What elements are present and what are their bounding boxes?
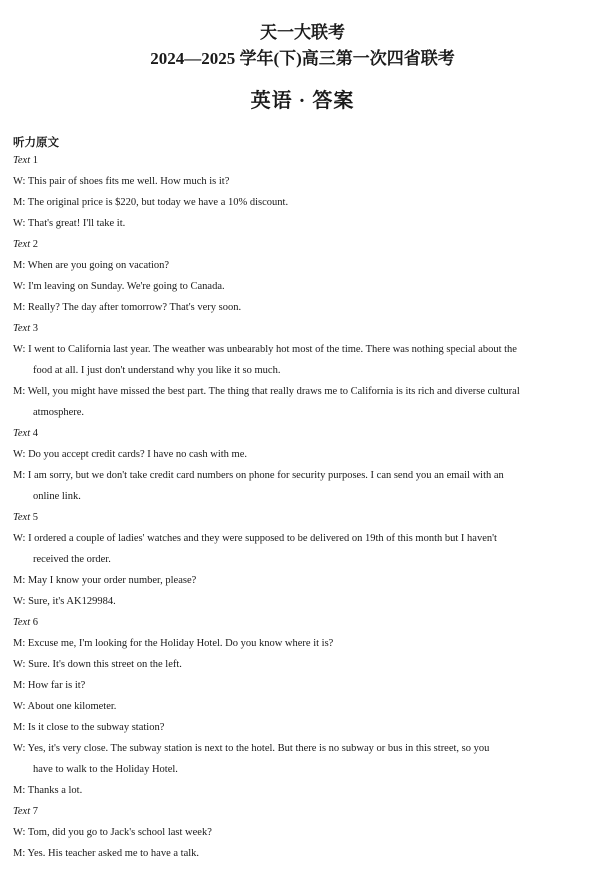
exam-organizer: 天一大联考: [260, 23, 345, 42]
dialogue-line: W: I went to California last year. The weather was unbearably hot most of the time. There was nothing special about the: [13, 344, 517, 355]
dialogue-line: W: About one kilometer.: [13, 701, 117, 712]
dialogue-line: W: That's great! I'll take it.: [13, 218, 126, 229]
dialogue-line: W: I'm leaving on Sunday. We're going to Canada.: [13, 281, 225, 292]
dialogue-line: M: The original price is $220, but today we have a 10% discount.: [13, 197, 289, 208]
text-heading-number: 7: [32, 806, 38, 817]
dialogue-line: W: Sure. It's down this street on the left.: [13, 659, 182, 670]
text-heading-number: 1: [32, 155, 38, 166]
text-heading-number: 4: [32, 428, 38, 439]
text-heading-label: Text: [13, 428, 31, 439]
dialogue-line-continued: have to walk to the Holiday Hotel.: [33, 764, 178, 775]
dialogue-line-continued: food at all. I just don't understand why you like it so much.: [33, 365, 281, 376]
text-heading-number: 3: [32, 323, 38, 334]
text-heading: [0, 234, 605, 255]
dialogue-line: W: Tom, did you go to Jack's school last week?: [13, 827, 212, 838]
text-heading: [0, 612, 605, 633]
section-title-listening-transcript: 听力原文: [13, 135, 59, 149]
dialogue-line: W: Sure, it's AK129984.: [13, 596, 116, 607]
subject-answer-title: 英语 · 答案: [250, 90, 355, 112]
text-heading: [0, 507, 605, 528]
dialogue-line: M: When are you going on vacation?: [13, 260, 170, 271]
dialogue-line: M: Is it close to the subway station?: [13, 722, 165, 733]
dialogue-line: M: How far is it?: [13, 680, 86, 691]
dialogue-line-continued: atmosphere.: [33, 407, 85, 418]
dialogue-line: M: I am sorry, but we don't take credit card numbers on phone for security purposes. I can send you an email with an: [13, 470, 504, 481]
text-heading-label: Text: [13, 323, 31, 334]
text-heading-label: Text: [13, 155, 31, 166]
dialogue-line: M: Really? The day after tomorrow? That's very soon.: [13, 302, 242, 313]
text-heading-label: Text: [13, 806, 31, 817]
dialogue-line: W: I ordered a couple of ladies' watches and they were supposed to be delivered on 19th of this month but I haven't: [13, 533, 497, 544]
dialogue-line: M: May I know your order number, please?: [13, 575, 197, 586]
dialogue-line: W: This pair of shoes fits me well. How much is it?: [13, 176, 230, 187]
dialogue-line: W: Yes, it's very close. The subway station is next to the hotel. But there is no subway or bus in this street, so you: [13, 743, 490, 754]
text-heading-number: 6: [32, 617, 38, 628]
dialogue-line: M: Well, you might have missed the best part. The thing that really draws me to California is its rich and diverse cultural: [13, 386, 520, 397]
text-heading-label: Text: [13, 239, 31, 250]
text-heading: [0, 423, 605, 444]
dialogue-line: M: Excuse me, I'm looking for the Holiday Hotel. Do you know where it is?: [13, 638, 334, 649]
transcript-body: [0, 150, 605, 864]
dialogue-line: M: Yes. His teacher asked me to have a talk.: [13, 848, 200, 859]
text-heading-label: Text: [13, 617, 31, 628]
exam-session-title: 2024—2025 学年(下)高三第一次四省联考: [150, 49, 455, 68]
text-heading-number: 2: [32, 239, 38, 250]
dialogue-line-continued: online link.: [33, 491, 81, 502]
text-heading-label: Text: [13, 512, 31, 523]
dialogue-line-continued: received the order.: [33, 554, 111, 565]
dialogue-line: W: Do you accept credit cards? I have no cash with me.: [13, 449, 248, 460]
text-heading-number: 5: [32, 512, 38, 523]
text-heading: [0, 150, 605, 171]
text-heading: [0, 801, 605, 822]
text-heading: [0, 318, 605, 339]
dialogue-line: M: Thanks a lot.: [13, 785, 83, 796]
